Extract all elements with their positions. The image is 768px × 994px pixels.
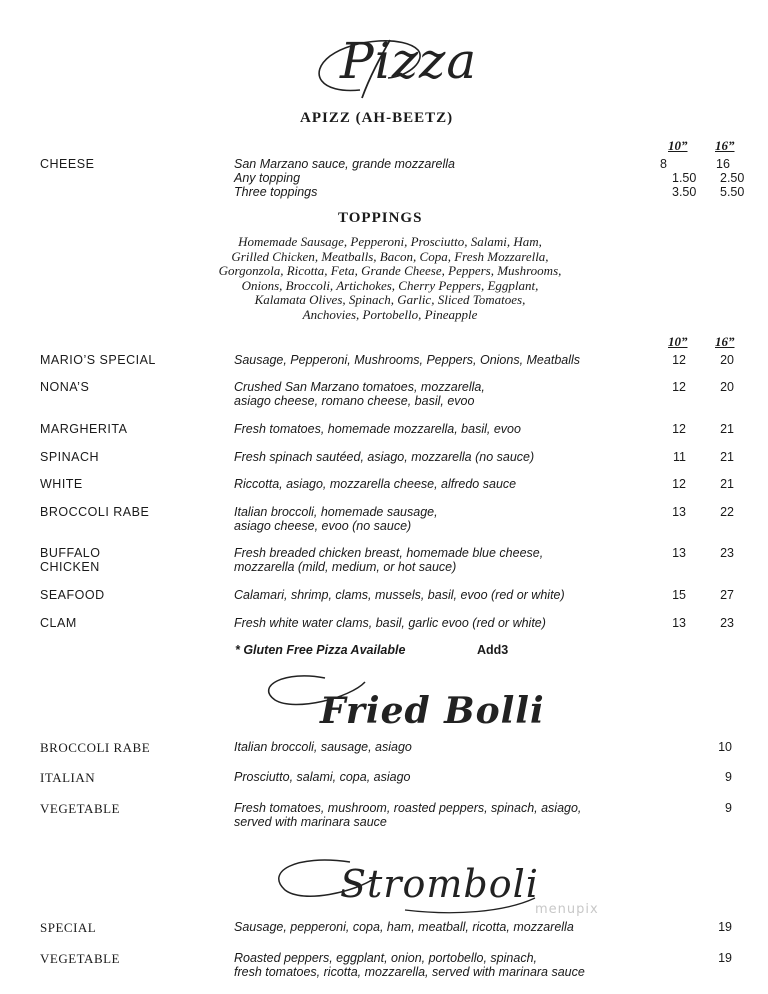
bolli-item-desc: Fresh tomatoes, mushroom, roasted peppers, spinach, asiago, <box>234 801 582 815</box>
pizza-title: Pizza <box>340 32 478 90</box>
pizza-item-price-10: 13 <box>672 546 686 560</box>
pizza-item-price-10: 13 <box>672 505 686 519</box>
pizza-item-name: BUFFALO <box>40 546 101 560</box>
pizza-item-name: MARGHERITA <box>40 422 128 436</box>
pizza-item-name: SEAFOOD <box>40 588 105 602</box>
bolli-item-name: VEGETABLE <box>40 801 120 816</box>
bolli-title: Fried Bolli <box>320 690 545 732</box>
toppings-title: TOPPINGS <box>338 210 423 226</box>
pizza-item-name: SPINACH <box>40 450 100 464</box>
toppings-line: Kalamata Olives, Spinach, Garlic, Sliced Tomatoes, <box>254 292 526 308</box>
stromboli-item-desc: Sausage, pepperoni, copa, ham, meatball, ricotta, mozzarella <box>234 920 574 934</box>
toppings-line: Onions, Broccoli, Artichokes, Cherry Peppers, Eggplant, <box>241 277 539 293</box>
pizza-item-price-16: 21 <box>720 477 734 491</box>
pizza-item-price-16: 23 <box>720 616 734 630</box>
pizza-item-desc: Fresh breaded chicken breast, homemade blue cheese, <box>234 546 544 560</box>
pizza-col-10-header: 10” <box>668 138 688 153</box>
pizza-item-name: MARIO’S SPECIAL <box>40 353 156 367</box>
pizza-item-desc: Sausage, Pepperoni, Mushrooms, Peppers, Onions, Meatballs <box>234 353 581 367</box>
stromboli-item-price: 19 <box>718 920 732 934</box>
toppings-line: Grilled Chicken, Meatballs, Bacon, Copa, Fresh Mozzarella, <box>231 248 549 264</box>
pizza-item-price-16: 21 <box>720 450 734 464</box>
bolli-item-desc: served with marinara sauce <box>234 815 387 829</box>
stromboli-title: Stromboli <box>340 862 539 906</box>
menupix-watermark: menupix <box>535 902 599 917</box>
pizza-item-desc: Calamari, shrimp, clams, mussels, basil, evoo (red or white) <box>234 588 565 602</box>
pizza-item-price-10: 12 <box>672 422 686 436</box>
pizza-col-16-header: 16” <box>715 138 735 153</box>
pizza-item-desc: Riccotta, asiago, mozzarella cheese, alfredo sauce <box>234 477 517 491</box>
pizza-col2-10-header: 10” <box>668 334 688 349</box>
pizza-item-desc: asiago cheese, romano cheese, basil, evoo <box>234 394 475 408</box>
gluten-free-add: Add3 <box>477 643 509 657</box>
pizza-item-price-16: 20 <box>720 380 734 394</box>
pizza-item-desc: Italian broccoli, homemade sausage, <box>234 505 438 519</box>
cheese-price-16-1: 16 <box>716 157 730 171</box>
cheese-desc-2: Any topping <box>234 171 301 185</box>
pizza-item-name: CHICKEN <box>40 560 100 574</box>
bolli-item-desc: Prosciutto, salami, copa, asiago <box>234 770 411 784</box>
pizza-item-desc: mozzarella (mild, medium, or hot sauce) <box>234 560 457 574</box>
bolli-item-price: 9 <box>725 801 732 815</box>
stromboli-item-name: SPECIAL <box>40 920 97 935</box>
pizza-item-price-10: 15 <box>672 588 686 602</box>
cheese-name: CHEESE <box>40 157 95 171</box>
pizza-item-price-10: 13 <box>672 616 686 630</box>
pizza-item-name: BROCCOLI RABE <box>40 505 150 519</box>
stromboli-item-price: 19 <box>718 951 732 965</box>
stromboli-item-desc: Roasted peppers, eggplant, onion, portobello, spinach, <box>234 951 537 965</box>
toppings-line: Homemade Sausage, Pepperoni, Prosciutto, Salami, Ham, <box>238 234 542 249</box>
bolli-item-price: 10 <box>718 740 732 754</box>
pizza-item-desc: asiago cheese, evoo (no sauce) <box>234 519 412 533</box>
cheese-price-16-2: 2.50 <box>720 171 745 185</box>
pizza-subtitle: APIZZ (AH-BEETZ) <box>300 110 454 126</box>
gluten-free-note: * Gluten Free Pizza Available <box>235 643 406 657</box>
bolli-item-name: ITALIAN <box>40 770 96 785</box>
pizza-item-price-10: 12 <box>672 380 686 394</box>
toppings-line: Anchovies, Portobello, Pineapple <box>302 306 478 322</box>
pizza-item-price-16: 22 <box>720 505 734 519</box>
pizza-item-price-10: 12 <box>672 353 686 367</box>
pizza-item-price-16: 23 <box>720 546 734 560</box>
pizza-item-name: NONA’S <box>40 380 90 394</box>
cheese-price-10-2: 1.50 <box>672 171 697 185</box>
bolli-item-price: 9 <box>725 770 732 784</box>
pizza-item-price-16: 20 <box>720 353 734 367</box>
pizza-item-price-16: 27 <box>720 588 734 602</box>
toppings-list <box>130 235 650 323</box>
pizza-item-desc: Crushed San Marzano tomatoes, mozzarella, <box>234 380 485 394</box>
pizza-item-price-10: 11 <box>673 450 686 464</box>
pizza-item-name: CLAM <box>40 616 77 630</box>
stromboli-item-desc: fresh tomatoes, ricotta, mozzarella, served with marinara sauce <box>234 965 585 979</box>
cheese-price-10-3: 3.50 <box>672 185 697 199</box>
toppings-line: Gorgonzola, Ricotta, Feta, Grande Cheese, Peppers, Mushrooms, <box>218 263 562 279</box>
bolli-item-desc: Italian broccoli, sausage, asiago <box>234 740 412 754</box>
pizza-item-price-10: 12 <box>672 477 686 491</box>
pizza-item-desc: Fresh spinach sautéed, asiago, mozzarella (no sauce) <box>234 450 535 464</box>
cheese-price-16-3: 5.50 <box>720 185 745 199</box>
cheese-price-10-1: 8 <box>660 157 667 171</box>
pizza-item-desc: Fresh white water clams, basil, garlic evoo (red or white) <box>234 616 546 630</box>
cheese-desc-1: San Marzano sauce, grande mozzarella <box>234 157 455 171</box>
cheese-desc-3: Three toppings <box>234 185 318 199</box>
pizza-col2-16-header: 16” <box>715 334 735 349</box>
pizza-item-price-16: 21 <box>720 422 734 436</box>
pizza-item-name: WHITE <box>40 477 83 491</box>
pizza-item-desc: Fresh tomatoes, homemade mozzarella, basil, evoo <box>234 422 521 436</box>
bolli-item-name: BROCCOLI RABE <box>40 740 151 755</box>
stromboli-item-name: VEGETABLE <box>40 951 120 966</box>
